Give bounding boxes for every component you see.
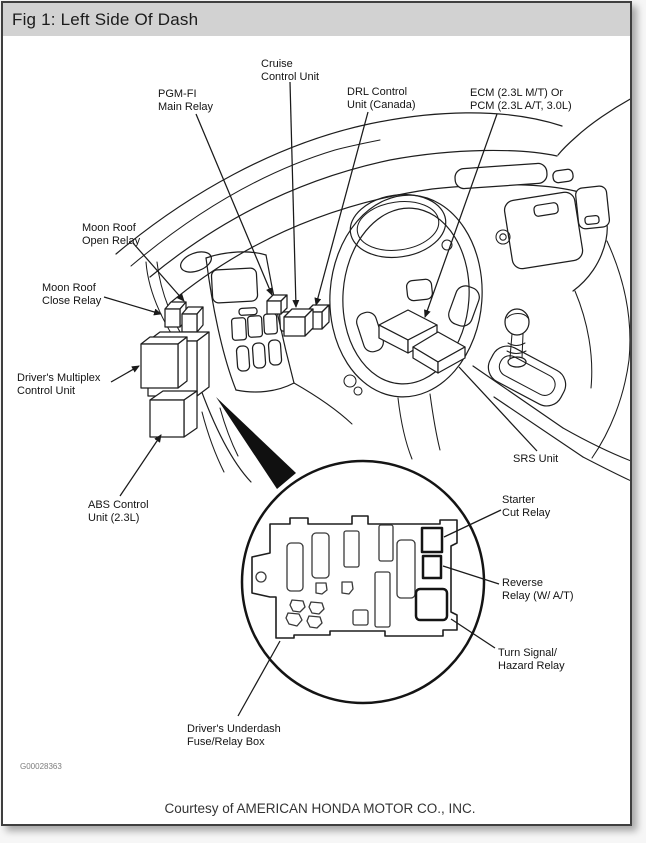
label-pgm-fi-main-relay: PGM-FI Main Relay [158,88,214,113]
reverse-relay-shape [423,556,441,578]
dashboard-diagram [3,36,630,824]
glove-box [503,191,584,270]
turn-signal-hazard-relay-shape [416,589,447,620]
label-drivers-underdash-fuse-relay-box: Driver's Underdash Fuse/Relay Box [187,723,281,748]
callout-wedge [216,397,296,489]
figure-window [1,1,632,826]
label-drivers-multiplex-control-unit: Driver's Multiplex Control Unit [17,372,101,397]
label-turn-signal-hazard-relay: Turn Signal/ Hazard Relay [498,647,565,672]
center-console [206,252,352,424]
cruise-control-unit-box [284,309,313,336]
starter-cut-relay-shape [422,528,442,552]
label-ecm-pcm: ECM (2.3L M/T) Or PCM (2.3L A/T, 3.0L) [470,87,572,112]
drivers-multiplex-control-unit-box [141,332,209,396]
label-drl-control-unit: DRL Control Unit (Canada) [347,86,416,111]
label-reverse-relay: Reverse Relay (W/ A/T) [502,577,574,602]
figure-id-code: G00028363 [20,762,62,771]
moon-roof-open-relay-box [182,307,203,332]
steering-wheel [323,190,489,402]
pgm-fi-main-relay-box [267,295,287,314]
label-moon-roof-open-relay: Moon Roof Open Relay [82,222,141,247]
label-moon-roof-close-relay: Moon Roof Close Relay [42,282,102,307]
magnifier-circle [242,461,484,703]
label-abs-control-unit: ABS Control Unit (2.3L) [88,499,149,524]
figure-title: Fig 1: Left Side Of Dash [3,3,630,36]
abs-control-unit-box [150,391,197,437]
credit-line: Courtesy of AMERICAN HONDA MOTOR CO., INC. [164,801,476,816]
label-cruise-control-unit: Cruise Control Unit [261,58,320,83]
label-starter-cut-relay: Starter Cut Relay [502,494,551,519]
label-srs-unit: SRS Unit [513,453,559,465]
